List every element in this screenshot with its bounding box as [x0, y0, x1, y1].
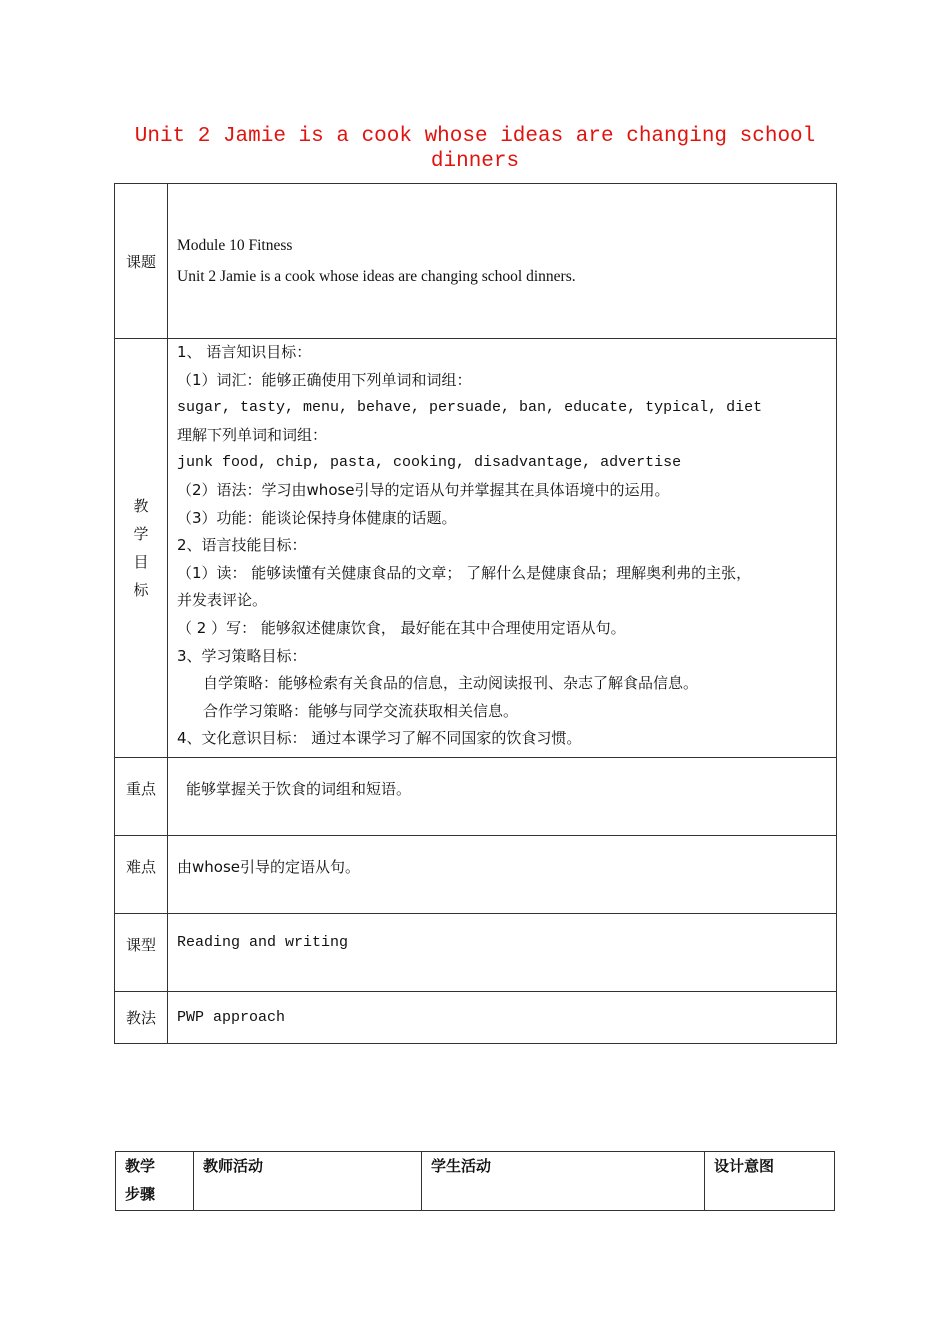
objective-line: 2、语言技能目标： — [177, 536, 307, 555]
row-method — [115, 992, 837, 1044]
key-points-label: 重点 — [115, 758, 168, 836]
design-intent-header: 设计意图 — [705, 1152, 835, 1211]
title-line-2: dinners — [430, 150, 520, 173]
teacher-activity-header: 教师活动 — [194, 1152, 422, 1211]
objective-line: （2）语法：学习由whose引导的定语从句并掌握其在具体语境中的运用。 — [177, 480, 670, 499]
row-key-points — [115, 758, 837, 836]
title-line-1: Unit 2 Jamie is a cook whose ideas are changing school — [134, 125, 816, 148]
difficulties-text: 由whose引导的定语从句。 — [168, 836, 837, 914]
document-title — [114, 124, 836, 174]
lesson-type-label: 课型 — [115, 914, 168, 992]
row-objectives — [115, 339, 837, 758]
objectives-label-char: 标 — [133, 581, 149, 599]
objective-line: （1）词汇：能够正确使用下列单词和词组： — [177, 370, 472, 389]
objective-line: 合作学习策略：能够与同学交流获取相关信息。 — [203, 701, 519, 720]
topic-label: 课题 — [115, 184, 168, 339]
objectives-label-char: 目 — [133, 553, 149, 571]
row-lesson-type — [115, 914, 837, 992]
objective-line: （ 2 ）写： 能够叙述健康饮食， 最好能在其中合理使用定语从句。 — [177, 618, 626, 637]
objective-line: 理解下列单词和词组： — [177, 425, 328, 444]
teaching-steps-table — [115, 1151, 835, 1211]
key-points-text: 能够掌握关于饮食的词组和短语。 — [168, 758, 837, 836]
steps-col1-line2: 步骤 — [125, 1185, 156, 1203]
method-text: PWP approach — [168, 992, 837, 1044]
lesson-plan-table — [114, 183, 837, 1044]
objective-line: junk food, chip, pasta, cooking, disadvantage, advertise — [177, 454, 682, 472]
student-activity-header: 学生活动 — [422, 1152, 705, 1211]
objectives-label-char: 教 — [133, 497, 149, 515]
method-label: 教法 — [115, 992, 168, 1044]
objective-line: 3、学习策略目标： — [177, 646, 307, 665]
steps-header-row — [116, 1152, 835, 1211]
objective-line: （1）读： 能够读懂有关健康食品的文章； 了解什么是健康食品；理解奥利弗的主张， — [177, 563, 752, 582]
objective-line: 1、 语言知识目标： — [177, 343, 312, 361]
row-difficulties — [115, 836, 837, 914]
topic-unit: Unit 2 Jamie is a cook whose ideas are changing school dinners. — [177, 268, 576, 285]
lesson-type-text: Reading and writing — [168, 914, 837, 992]
steps-header-col1 — [116, 1152, 194, 1211]
objective-line: 自学策略：能够检索有关食品的信息，主动阅读报刊、杂志了解食品信息。 — [203, 674, 699, 693]
topic-cell — [168, 184, 837, 339]
objective-line: 4、文化意识目标： 通过本课学习了解不同国家的饮食习惯。 — [177, 729, 582, 748]
objective-line: sugar, tasty, menu, behave, persuade, ban, educate, typical, diet — [177, 399, 763, 417]
row-topic — [115, 184, 837, 339]
objectives-label-char: 学 — [133, 525, 149, 543]
objectives-label — [115, 339, 168, 758]
difficulties-label: 难点 — [115, 836, 168, 914]
objective-line: 并发表评论。 — [177, 591, 268, 610]
topic-module: Module 10 Fitness — [177, 237, 293, 254]
steps-col1-line1: 教学 — [125, 1157, 156, 1175]
objectives-cell — [168, 339, 837, 758]
objective-line: （3）功能：能谈论保持身体健康的话题。 — [177, 508, 457, 527]
